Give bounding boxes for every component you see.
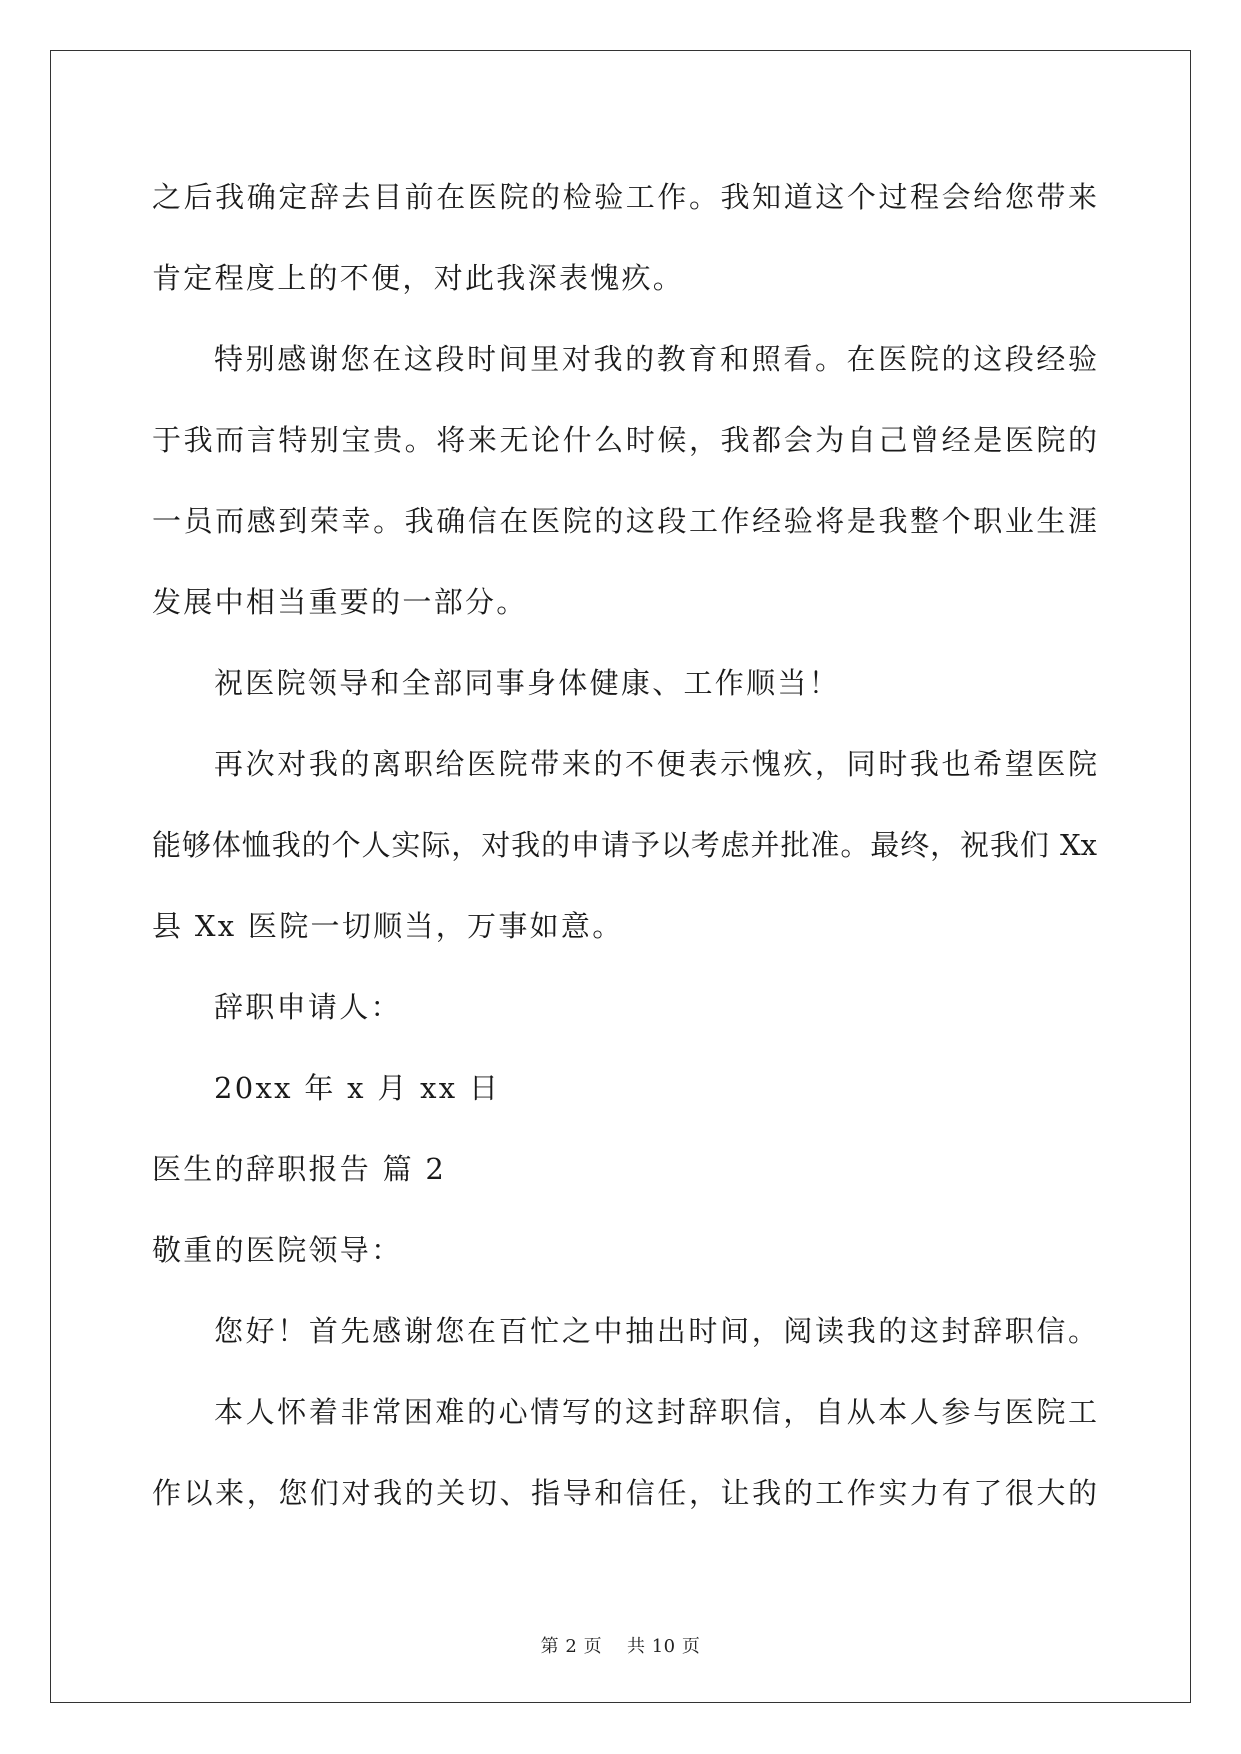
body-line: 作以来，您们对我的关切、指导和信任，让我的工作实力有了很大的 — [152, 1476, 1097, 1510]
body-line: 能够体恤我的个人实际，对我的申请予以考虑并批准。最终，祝我们 Xx — [152, 828, 1097, 862]
date-line: 20xx 年 x 月 xx 日 — [214, 1071, 501, 1105]
paragraph-start-line: 再次对我的离职给医院带来的不便表示愧疚，同时我也希望医院 — [214, 747, 1097, 781]
document-body — [152, 160, 1097, 1534]
paragraph-start-line: 特别感谢您在这段时间里对我的教育和照看。在医院的这段经验 — [214, 342, 1097, 376]
salutation: 敬重的医院领导： — [152, 1233, 403, 1267]
body-line: 肯定程度上的不便，对此我深表愧疚。 — [152, 261, 685, 295]
signature-label: 辞职申请人： — [214, 990, 402, 1024]
page-footer — [0, 1632, 1241, 1658]
page-total: 共 10 页 — [626, 1636, 701, 1657]
body-line: 发展中相当重要的一部分。 — [152, 585, 528, 619]
body-line: 县 Xx 医院一切顺当，万事如意。 — [152, 909, 624, 943]
paragraph-start-line: 您好！首先感谢您在百忙之中抽出时间，阅读我的这封辞职信。 — [214, 1314, 1097, 1348]
body-line: 于我而言特别宝贵。将来无论什么时候，我都会为自己曾经是医院的 — [152, 423, 1097, 457]
body-line: 一员而感到荣幸。我确信在医院的这段工作经验将是我整个职业生涯 — [152, 504, 1097, 538]
body-line: 之后我确定辞去目前在医院的检验工作。我知道这个过程会给您带来 — [152, 180, 1097, 214]
paragraph-start-line: 本人怀着非常困难的心情写的这封辞职信，自从本人参与医院工 — [214, 1395, 1097, 1429]
page-number: 第 2 页 — [540, 1636, 603, 1657]
section-heading: 医生的辞职报告 篇 2 — [152, 1152, 447, 1186]
paragraph-start-line: 祝医院领导和全部同事身体健康、工作顺当！ — [214, 666, 841, 700]
